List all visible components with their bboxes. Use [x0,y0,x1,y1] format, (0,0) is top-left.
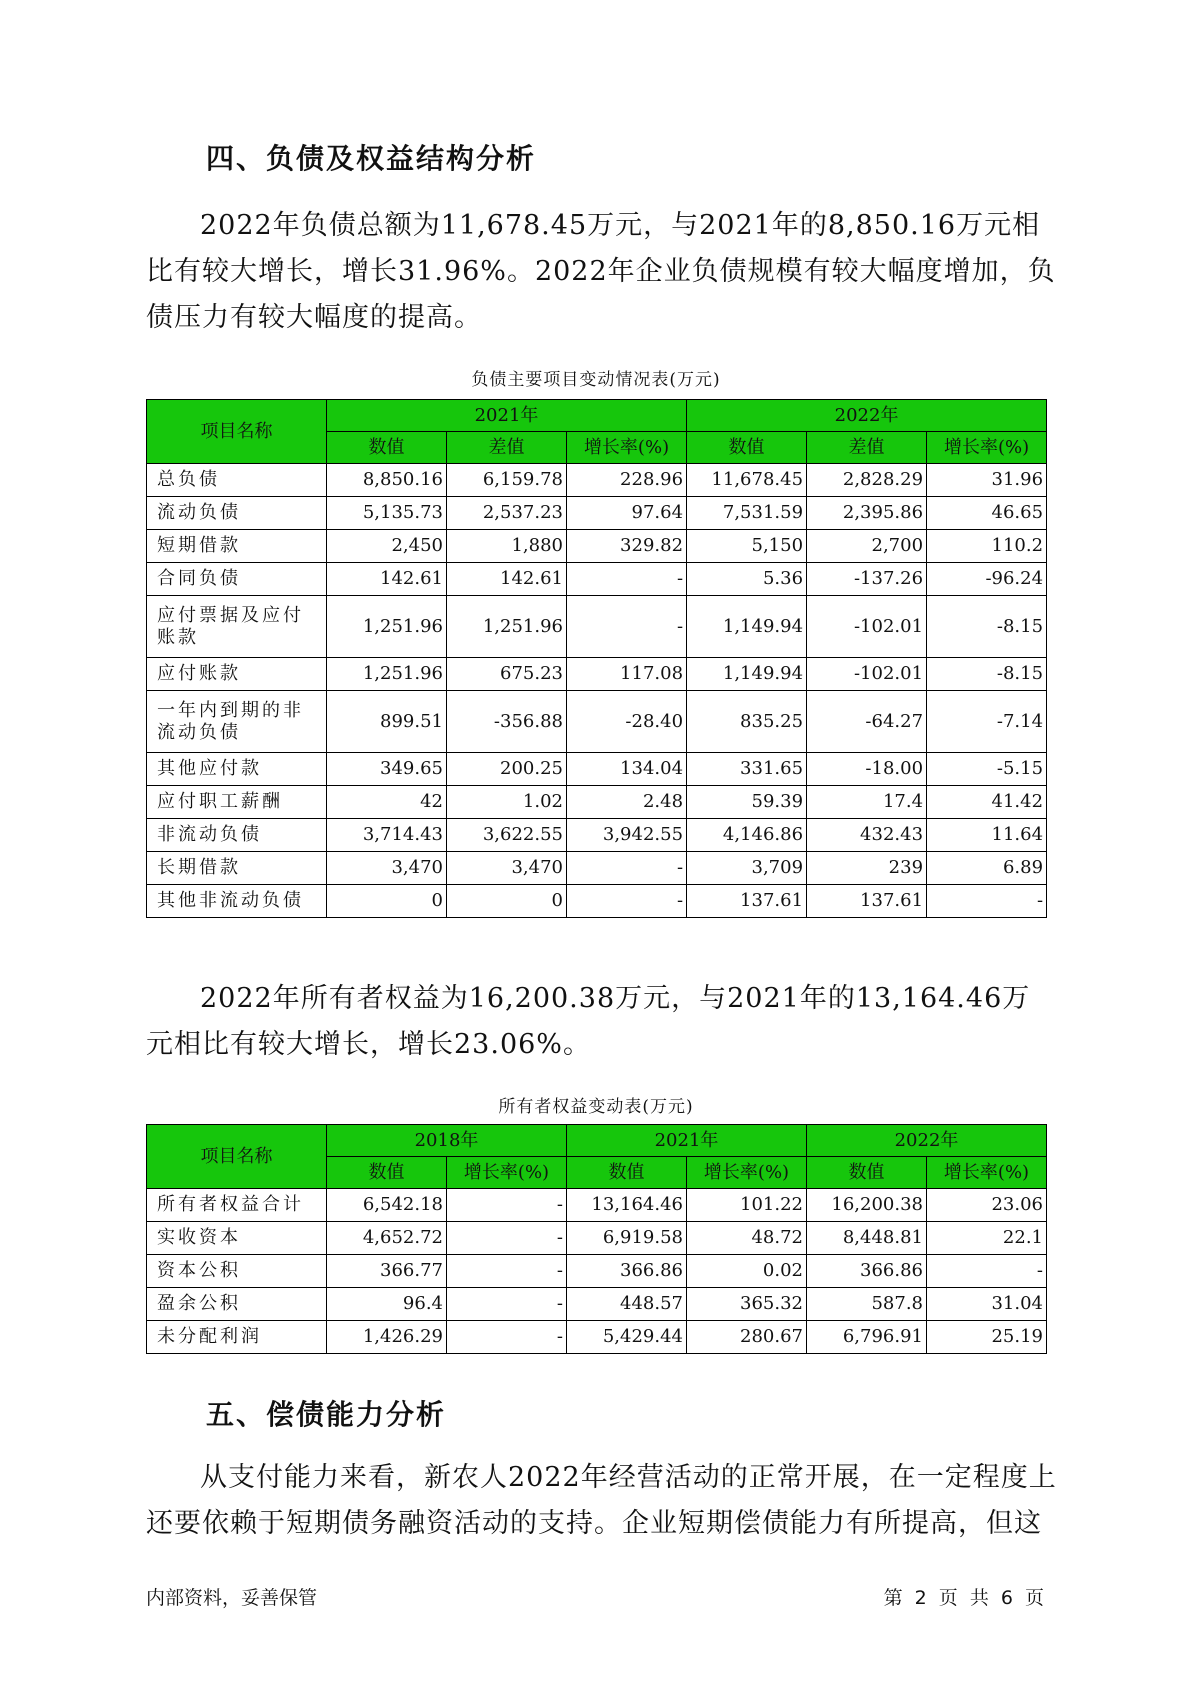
table-row [147,596,1047,658]
cell-value: - [567,885,687,918]
cell-value: -102.01 [807,658,927,691]
row-label: 实收资本 [147,1222,327,1255]
cell-value: - [567,852,687,885]
owner-equity-change-table [146,1124,1047,1354]
table-row [147,1288,1047,1321]
cell-value: 0 [327,885,447,918]
cell-value: 2.48 [567,786,687,819]
cell-value: -96.24 [927,563,1047,596]
cell-value: 5,150 [687,530,807,563]
cell-value: 448.57 [567,1288,687,1321]
cell-value: 587.8 [807,1288,927,1321]
cell-value: 349.65 [327,753,447,786]
table-row [147,819,1047,852]
row-label: 所有者权益合计 [147,1189,327,1222]
liabilities-table-caption: 负债主要项目变动情况表(万元) [471,370,721,390]
sub-header: 数值 [687,432,807,464]
row-label: 应付账款 [147,658,327,691]
sub-header: 数值 [327,432,447,464]
table-row [147,753,1047,786]
cell-value: 2,395.86 [807,497,927,530]
table-row [147,786,1047,819]
cell-value: 101.22 [687,1189,807,1222]
table-row [147,1321,1047,1354]
cell-value: 1,149.94 [687,658,807,691]
cell-value: 25.19 [927,1321,1047,1354]
cell-value: 142.61 [447,563,567,596]
cell-value: 5,429.44 [567,1321,687,1354]
row-label: 应付职工薪酬 [147,786,327,819]
sub-header: 增长率(%) [447,1157,567,1189]
cell-value: -8.15 [927,596,1047,658]
cell-value: 17.4 [807,786,927,819]
row-label: 其他应付款 [147,753,327,786]
cell-value: 48.72 [687,1222,807,1255]
solvency-paragraph: 从支付能力来看，新农人2022年经营活动的正常开展，在一定程度上还要依赖于短期债务融资活动的支持。企业短期偿债能力有所提高，但这 [146,1462,1057,1539]
cell-value: 3,714.43 [327,819,447,852]
table-row [147,658,1047,691]
cell-value: 331.65 [687,753,807,786]
cell-value: 16,200.38 [807,1189,927,1222]
cell-value: - [447,1255,567,1288]
section-heading-liabilities-equity: 四、负债及权益结构分析 [206,142,537,175]
row-label: 未分配利润 [147,1321,327,1354]
cell-value: 366.86 [807,1255,927,1288]
cell-value: 1,426.29 [327,1321,447,1354]
cell-value: 2,700 [807,530,927,563]
cell-value: 6.89 [927,852,1047,885]
cell-value: 1,251.96 [327,658,447,691]
cell-value: 6,542.18 [327,1189,447,1222]
cell-value: 366.86 [567,1255,687,1288]
cell-value: - [447,1222,567,1255]
cell-value: 5.36 [687,563,807,596]
sub-header: 数值 [327,1157,447,1189]
cell-value: - [927,1255,1047,1288]
cell-value: -64.27 [807,691,927,753]
cell-value: 134.04 [567,753,687,786]
year-header-2021: 2021年 [567,1125,807,1157]
cell-value: 137.61 [687,885,807,918]
sub-header: 增长率(%) [927,1157,1047,1189]
year-header-2021: 2021年 [327,400,687,432]
footer-page-number: 第 2 页 共 6 页 [883,1587,1044,1609]
cell-value: 432.43 [807,819,927,852]
sub-header: 增长率(%) [567,432,687,464]
cell-value: -18.00 [807,753,927,786]
row-label: 流动负债 [147,497,327,530]
cell-value: 899.51 [327,691,447,753]
cell-value: -28.40 [567,691,687,753]
sub-header: 增长率(%) [927,432,1047,464]
cell-value: 228.96 [567,464,687,497]
cell-value: 41.42 [927,786,1047,819]
cell-value: 675.23 [447,658,567,691]
table-row [147,852,1047,885]
table-row [147,563,1047,596]
table-row [147,530,1047,563]
cell-value: 3,622.55 [447,819,567,852]
cell-value: 239 [807,852,927,885]
cell-value: 2,537.23 [447,497,567,530]
cell-value: 2,828.29 [807,464,927,497]
equity-summary-paragraph: 2022年所有者权益为16,200.38万元，与2021年的13,164.46万元相比有较大增长，增长23.06%。 [146,983,1031,1060]
cell-value: -102.01 [807,596,927,658]
cell-value: 280.67 [687,1321,807,1354]
cell-value: 7,531.59 [687,497,807,530]
cell-value: -7.14 [927,691,1047,753]
cell-value: 11,678.45 [687,464,807,497]
sub-header: 数值 [567,1157,687,1189]
sub-header: 差值 [807,432,927,464]
cell-value: 4,146.86 [687,819,807,852]
cell-value: 96.4 [327,1288,447,1321]
row-label: 盈余公积 [147,1288,327,1321]
cell-value: 3,470 [327,852,447,885]
cell-value: 31.04 [927,1288,1047,1321]
cell-value: 4,652.72 [327,1222,447,1255]
cell-value: - [567,596,687,658]
table-row [147,497,1047,530]
liabilities-summary-paragraph: 2022年负债总额为11,678.45万元，与2021年的8,850.16万元相比有较大增长，增长31.96%。2022年企业负债规模有较大幅度增加，负债压力有较大幅度的提高。 [146,210,1056,333]
table-row [147,1255,1047,1288]
cell-value: 137.61 [807,885,927,918]
row-label: 一年内到期的非流动负债 [147,691,327,753]
cell-value: 6,159.78 [447,464,567,497]
row-label: 非流动负债 [147,819,327,852]
table-row [147,464,1047,497]
row-label: 资本公积 [147,1255,327,1288]
item-name-header: 项目名称 [147,1125,327,1189]
cell-value: 6,919.58 [567,1222,687,1255]
item-name-header: 项目名称 [147,400,327,464]
cell-value: 1,251.96 [327,596,447,658]
cell-value: 8,850.16 [327,464,447,497]
cell-value: 97.64 [567,497,687,530]
table-row [147,1222,1047,1255]
cell-value: 835.25 [687,691,807,753]
cell-value: -8.15 [927,658,1047,691]
cell-value: 3,709 [687,852,807,885]
sub-header: 增长率(%) [687,1157,807,1189]
year-header-2022: 2022年 [687,400,1047,432]
cell-value: 6,796.91 [807,1321,927,1354]
cell-value: 13,164.46 [567,1189,687,1222]
cell-value: 142.61 [327,563,447,596]
cell-value: - [927,885,1047,918]
table-row [147,691,1047,753]
cell-value: 11.64 [927,819,1047,852]
cell-value: 366.77 [327,1255,447,1288]
cell-value: 3,470 [447,852,567,885]
cell-value: 110.2 [927,530,1047,563]
cell-value: - [447,1288,567,1321]
row-label: 应付票据及应付账款 [147,596,327,658]
row-label: 短期借款 [147,530,327,563]
cell-value: 1.02 [447,786,567,819]
cell-value: 365.32 [687,1288,807,1321]
cell-value: 59.39 [687,786,807,819]
cell-value: 8,448.81 [807,1222,927,1255]
year-header-2022: 2022年 [807,1125,1047,1157]
cell-value: 5,135.73 [327,497,447,530]
sub-header: 数值 [807,1157,927,1189]
liabilities-change-table [146,399,1047,918]
cell-value: 23.06 [927,1189,1047,1222]
cell-value: 1,149.94 [687,596,807,658]
cell-value: - [447,1321,567,1354]
cell-value: 0 [447,885,567,918]
cell-value: 31.96 [927,464,1047,497]
cell-value: - [567,563,687,596]
cell-value: 329.82 [567,530,687,563]
table-row [147,1189,1047,1222]
cell-value: -356.88 [447,691,567,753]
sub-header: 差值 [447,432,567,464]
cell-value: 0.02 [687,1255,807,1288]
cell-value: 1,880 [447,530,567,563]
table-row [147,885,1047,918]
footer-confidential-note: 内部资料，妥善保管 [146,1587,318,1609]
row-label: 合同负债 [147,563,327,596]
cell-value: 200.25 [447,753,567,786]
cell-value: 117.08 [567,658,687,691]
section-heading-solvency: 五、偿债能力分析 [206,1398,447,1431]
cell-value: 22.1 [927,1222,1047,1255]
row-label: 长期借款 [147,852,327,885]
cell-value: 2,450 [327,530,447,563]
cell-value: -5.15 [927,753,1047,786]
cell-value: 46.65 [927,497,1047,530]
cell-value: -137.26 [807,563,927,596]
cell-value: 3,942.55 [567,819,687,852]
row-label: 总负债 [147,464,327,497]
row-label: 其他非流动负债 [147,885,327,918]
year-header-2018: 2018年 [327,1125,567,1157]
cell-value: - [447,1189,567,1222]
equity-table-caption: 所有者权益变动表(万元) [498,1097,694,1117]
cell-value: 1,251.96 [447,596,567,658]
cell-value: 42 [327,786,447,819]
